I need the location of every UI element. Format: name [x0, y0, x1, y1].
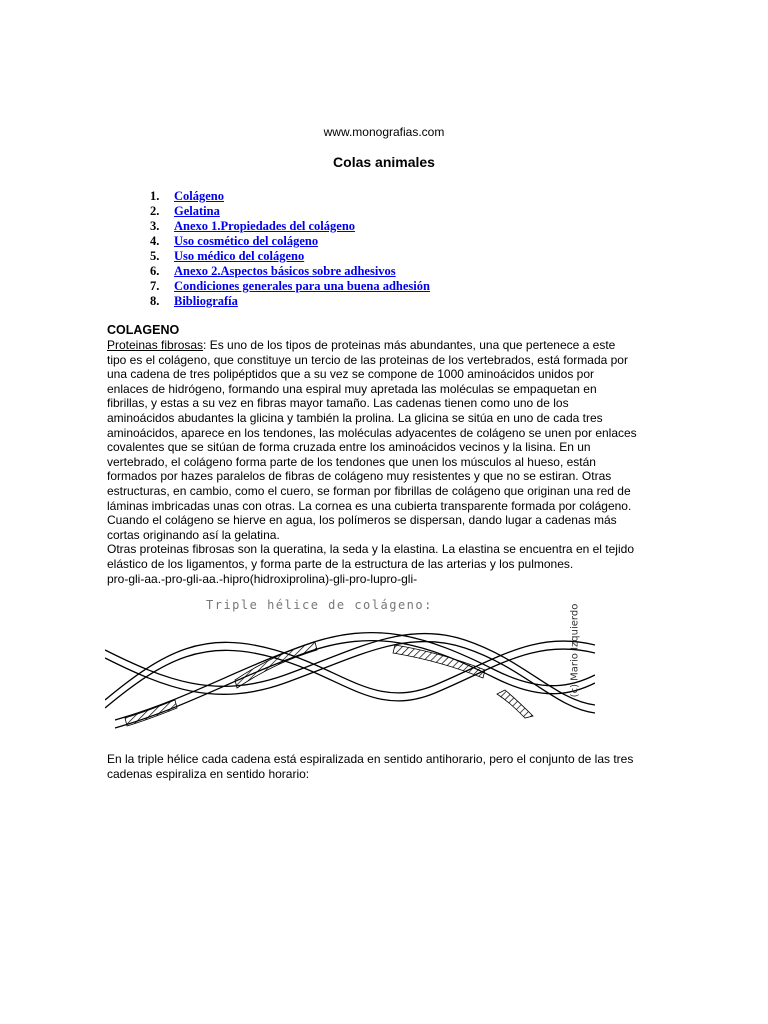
toc-link-uso-cosmetico[interactable]: Uso cosmético del colágeno	[174, 234, 319, 248]
figure-credit: (c) Mario Izquierdo	[569, 603, 581, 698]
paragraph-collagen	[107, 338, 667, 586]
toc-item	[150, 279, 430, 294]
text-line: aminoácidos, aparece en los tendones, las moléculas adyacentes de colágeno se unen por enlaces	[107, 425, 637, 440]
toc-link-gelatina[interactable]: Gelatina	[174, 204, 220, 218]
toc-link-anexo-2[interactable]: Anexo 2.Aspectos básicos sobre adhesivos	[174, 264, 396, 278]
text-line: tipo es el colágeno, que constituye un tercio de las proteinas de los vertebrados, está formada por	[107, 352, 628, 367]
text-line: enlaces de hidrógeno, formando una espiral muy apretada las moléculas se empaquetan en	[107, 381, 597, 396]
toc-item	[150, 264, 430, 279]
toc-item	[150, 219, 430, 234]
text-line: vertebrado, el colágeno forma parte de los tendones que unen los músculos al hueso, están	[107, 454, 596, 469]
text-line: Cuando el colágeno se hierve en agua, los polímeros se dispersan, dando lugar a cadenas más	[107, 513, 617, 528]
hatched-segment	[497, 690, 533, 718]
text-line-content: : Es uno de los tipos de proteinas más abundantes, una que pertenece a este	[203, 338, 616, 352]
text-line	[107, 338, 667, 353]
text-line: formados por hazes paralelos de fibras de colágeno muy resistentes y que no se estiran. Otras	[107, 469, 612, 484]
toc-link-anexo-1[interactable]: Anexo 1.Propiedades del colágeno	[174, 219, 356, 233]
text-line: pro-gli-aa.-pro-gli-aa.-hipro(hidroxiprolina)-gli-pro-lupro-gli-	[107, 571, 418, 586]
helix-strand	[105, 633, 595, 705]
text-line: covalentes que se sitúan de forma cruzada entre los aminoácidos vecinos y la lisina. En un	[107, 440, 591, 455]
toc-item	[150, 294, 430, 309]
toc-link-colageno[interactable]: Colágeno	[174, 189, 224, 203]
text-line: una cadena de tres polipéptidos que a su vez se compone de 1000 aminoácidos unidos por	[107, 367, 595, 382]
text-line: En la triple hélice cada cadena está espiralizada en sentido antihorario, pero el conjunto de las tres	[107, 752, 634, 766]
toc-number: 5.	[150, 249, 160, 263]
text-line: aminoácidos abudantes la glicina y también la prolina. La glicina se sitúa en uno de cada tres	[107, 410, 603, 425]
table-of-contents	[150, 189, 430, 309]
toc-number: 3.	[150, 219, 160, 233]
text-line: fibrillas, y estas a su vez en fibras mayor tamaño. Las cadenas tienen como uno de los	[107, 396, 569, 411]
toc-item	[150, 189, 430, 204]
toc-number: 6.	[150, 264, 160, 278]
page-title: Colas animales	[333, 154, 435, 170]
toc-link-uso-medico[interactable]: Uso médico del colágeno	[174, 249, 305, 263]
toc-item	[150, 249, 430, 264]
section-heading: COLAGENO	[107, 323, 180, 337]
toc-link-condiciones[interactable]: Condiciones generales para una buena adhesión	[174, 279, 430, 293]
lead-term: Proteinas fibrosas	[107, 338, 204, 352]
toc-number: 7.	[150, 279, 160, 293]
toc-item	[150, 204, 430, 219]
text-line: estructuras, en cambio, como el cuero, se forman por fibrillas de colágeno que originan una red de	[107, 483, 631, 498]
text-line: cortas originando así la gelatina.	[107, 527, 280, 542]
figure-caption: Triple hélice de colágeno:	[206, 598, 433, 612]
toc-number: 8.	[150, 294, 160, 308]
toc-item	[150, 234, 430, 249]
text-line: láminas imbricadas unas con otras. La cornea es una cubierta transparente formada por colágeno.	[107, 498, 632, 513]
toc-number: 4.	[150, 234, 160, 248]
toc-link-bibliografia[interactable]: Bibliografía	[174, 294, 238, 308]
text-line: elástico de los ligamentos, y forma parte de la estructura de las arterias y los pulmones.	[107, 556, 574, 571]
hatched-segment	[125, 700, 177, 726]
toc-number: 1.	[150, 189, 160, 203]
toc-number: 2.	[150, 204, 160, 218]
paragraph-helix	[107, 752, 667, 781]
hatched-segment	[235, 642, 317, 688]
text-line: cadenas espiraliza en sentido horario:	[107, 766, 310, 781]
text-line: Otras proteinas fibrosas son la queratina, la seda y la elastina. La elastina se encuentra en el tejido	[107, 542, 634, 557]
site-url: www.monografias.com	[323, 125, 445, 139]
